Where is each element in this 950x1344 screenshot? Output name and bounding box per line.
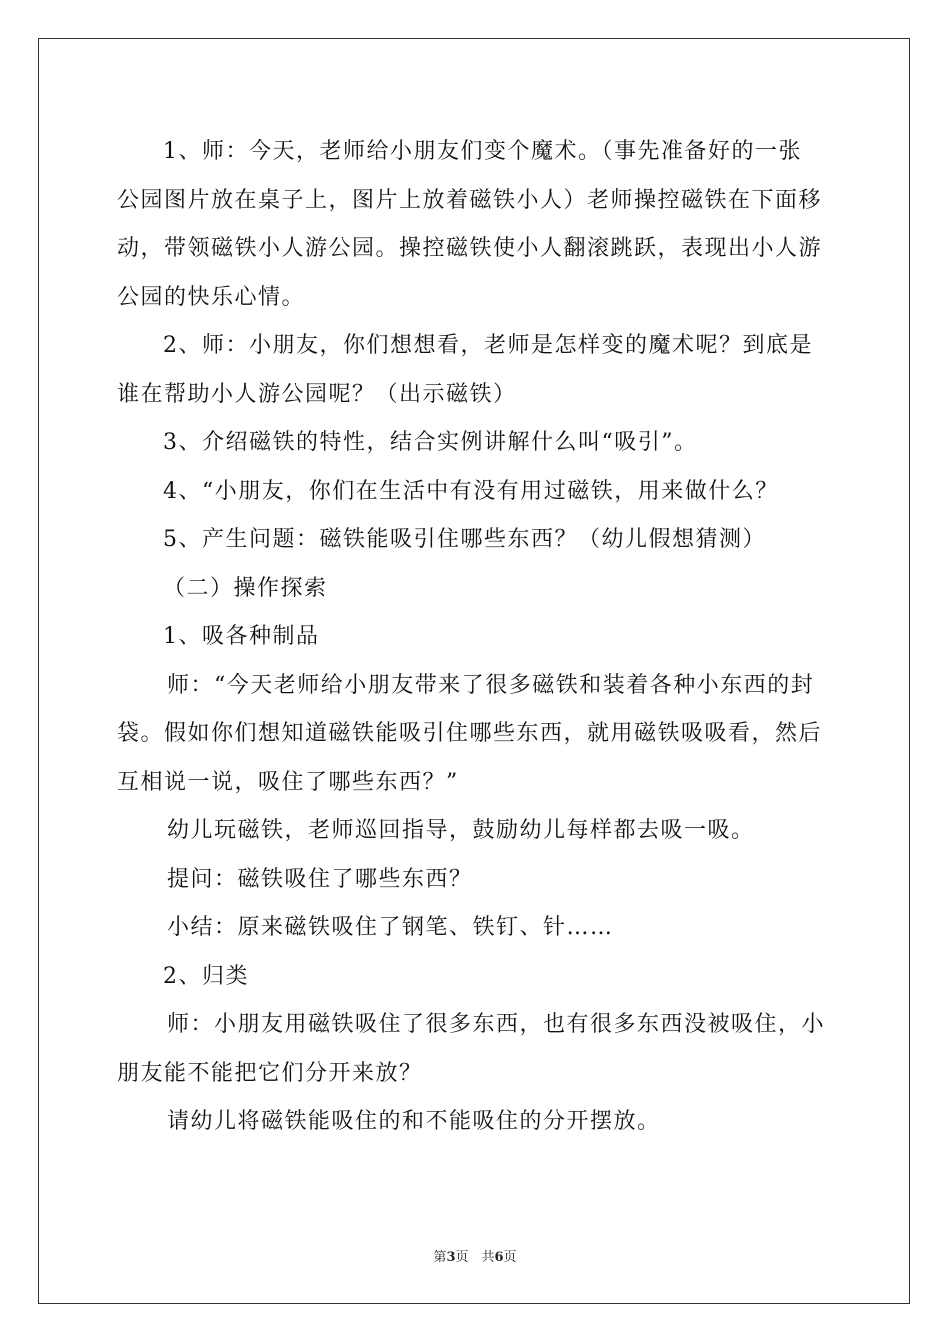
paragraph-line: 公园的快乐心情。 bbox=[117, 284, 306, 310]
footer-prefix: 第 bbox=[433, 1250, 447, 1265]
paragraph-line: 3、介绍磁铁的特性，结合实例讲解什么叫“吸引”。 bbox=[163, 430, 698, 455]
paragraph-line: 2、师：小朋友，你们想想看，老师是怎样变的魔术呢？到底是 bbox=[163, 333, 813, 358]
paragraph-line: 4、“小朋友，你们在生活中有没有用过磁铁，用来做什么？ bbox=[163, 478, 779, 504]
paragraph-line: 师：小朋友用磁铁吸住了很多东西，也有很多东西没被吸住，小 bbox=[167, 1012, 826, 1037]
document-body bbox=[117, 128, 835, 1147]
paragraph-line: 谁在帮助小人游公园呢？（出示磁铁） bbox=[117, 381, 517, 407]
paragraph-line: 互相说一说，吸住了哪些东西？” bbox=[117, 769, 459, 795]
subsection-heading: 2、归类 bbox=[163, 963, 249, 989]
paragraph-line: 师：“今天老师给小朋友带来了很多磁铁和装着各种小东西的封 bbox=[167, 672, 815, 698]
subsection-heading: 1、吸各种制品 bbox=[163, 624, 320, 649]
section-heading: （二）操作探索 bbox=[163, 575, 328, 601]
paragraph-line: 公园图片放在桌子上，图片上放着磁铁小人）老师操控磁铁在下面移 bbox=[117, 187, 823, 213]
footer-suffix: 页 bbox=[503, 1250, 517, 1265]
total-pages-number: 6 bbox=[494, 1250, 504, 1265]
paragraph-line: 小结：原来磁铁吸住了钢笔、铁钉、针…… bbox=[167, 915, 614, 940]
page-footer bbox=[0, 1246, 950, 1265]
paragraph-line: 袋。假如你们想知道磁铁能吸引住哪些东西，就用磁铁吸吸看，然后 bbox=[117, 721, 823, 746]
paragraph-line: 1、师：今天，老师给小朋友们变个魔术。（事先准备好的一张 bbox=[163, 139, 802, 164]
paragraph-line: 朋友能不能把它们分开来放？ bbox=[117, 1060, 423, 1086]
footer-mid: 页 共 bbox=[455, 1250, 495, 1265]
paragraph-line: 动，带领磁铁小人游公园。操控磁铁使小人翻滚跳跃，表现出小人游 bbox=[117, 236, 823, 261]
paragraph-line: 请幼儿将磁铁能吸住的和不能吸住的分开摆放。 bbox=[167, 1109, 661, 1134]
paragraph-line: 幼儿玩磁铁，老师巡回指导，鼓励幼儿每样都去吸一吸。 bbox=[167, 818, 755, 843]
paragraph-line: 提问：磁铁吸住了哪些东西？ bbox=[167, 866, 473, 892]
current-page-number: 3 bbox=[446, 1250, 456, 1265]
paragraph-line: 5、产生问题：磁铁能吸引住哪些东西？（幼儿假想猜测） bbox=[163, 527, 766, 552]
